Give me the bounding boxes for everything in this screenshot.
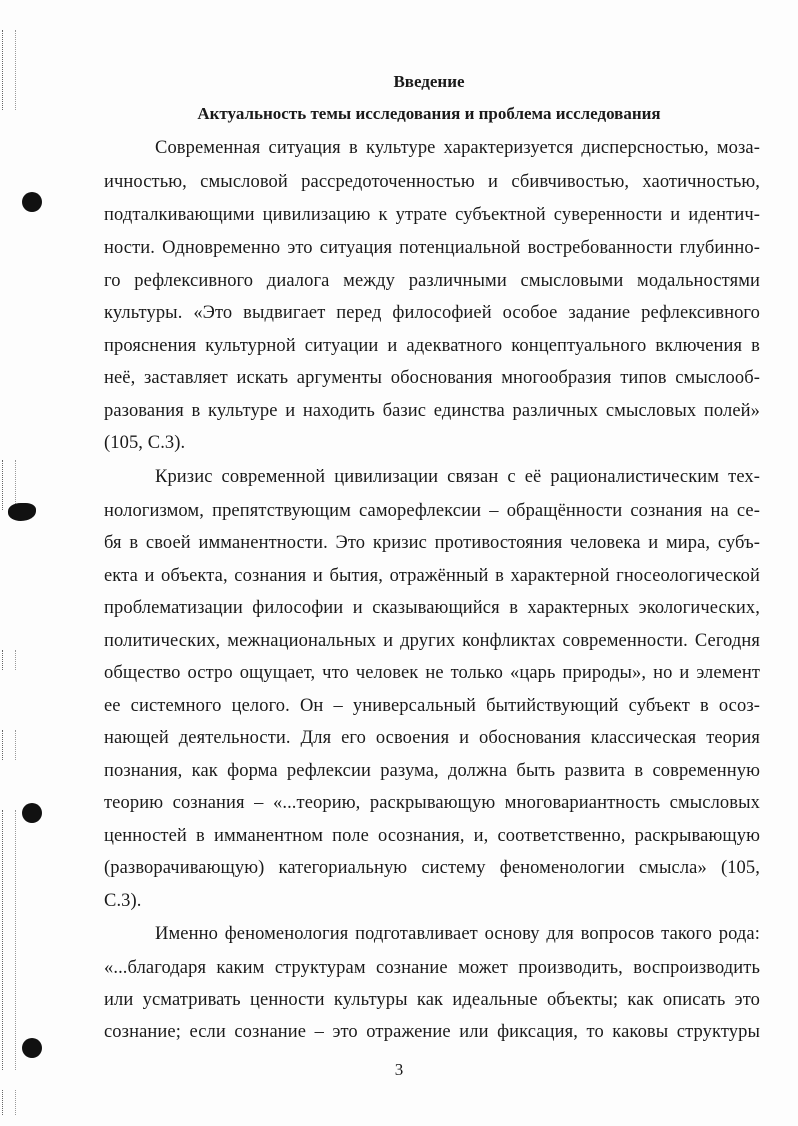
text-line: С.3).	[104, 891, 142, 911]
scan-edge-speckle	[2, 30, 16, 110]
text-line: подталкивающими цивилизацию к утрате субъектной суверенности и идентич-	[104, 205, 760, 225]
text-line: (105, С.3).	[104, 433, 186, 453]
text-line: (разворачивающую) категориальную систему феноменологии смысла» (105,	[104, 858, 760, 878]
page-number: 3	[394, 1060, 404, 1079]
text-line: Именно феноменология подготавливает основу для вопросов такого рода:	[155, 924, 760, 944]
punch-hole	[22, 192, 42, 212]
text-line: общество остро ощущает, что человек не только «царь природы», но и элемент	[104, 663, 760, 683]
text-line: нологизмом, препятствующим саморефлексии – обращённости сознания на се-	[104, 501, 760, 521]
text-line: го рефлексивного диалога между различными смысловыми модальностями	[104, 271, 760, 291]
scan-edge-speckle	[2, 730, 16, 760]
page-title: Введение	[393, 72, 465, 91]
scan-edge-speckle	[2, 810, 16, 1070]
punch-hole	[22, 1038, 42, 1058]
text-line: прояснения культурной ситуации и адекватного концептуального включения в	[104, 336, 760, 356]
text-line: сознание; если сознание – это отражение или фиксация, то каковы структуры	[104, 1022, 760, 1042]
text-line: нающей деятельности. Для его освоения и обоснования классическая теория	[104, 728, 760, 748]
text-line: неё, заставляет искать аргументы обоснования многообразия типов смыслооб-	[104, 368, 760, 388]
text-line: екта и объекта, сознания и бытия, отражённый в характерной гносеологической	[104, 566, 760, 586]
text-line: ичностью, смысловой рассредоточенностью и сбивчивостью, хаотичностью,	[104, 172, 760, 192]
text-line: проблематизации философии и сказывающийся в характерных экологических,	[104, 598, 760, 618]
section-subtitle: Актуальность темы исследования и проблема исследования	[197, 104, 661, 123]
text-line: или усматривать ценности культуры как идеальные объекты; как описать это	[104, 990, 760, 1010]
text-line: политических, межнациональных и других конфликтах современности. Сегодня	[104, 631, 760, 651]
text-line: Современная ситуация в культуре характеризуется дисперсностью, моза-	[155, 138, 760, 158]
scan-edge-speckle	[2, 460, 16, 510]
punch-hole	[22, 803, 42, 823]
text-line: Кризис современной цивилизации связан с её рационалистическим тех-	[155, 467, 760, 487]
text-line: культуры. «Это выдвигает перед философией особое задание рефлексивного	[104, 303, 760, 323]
text-line: «...благодаря каким структурам сознание может производить, воспроизводить	[104, 958, 760, 978]
scan-edge-speckle	[2, 650, 16, 670]
punch-hole	[8, 503, 36, 521]
text-line: бя в своей имманентности. Это кризис противостояния человека и мира, субъ-	[104, 533, 760, 553]
text-line: ее системного целого. Он – универсальный бытийствующий субъект в осоз-	[104, 696, 760, 716]
text-line: ности. Одновременно это ситуация потенциальной востребованности глубинно-	[104, 238, 760, 258]
text-line: ценностей в имманентном поле осознания, и, соответственно, раскрывающую	[104, 826, 760, 846]
text-line: разования в культуре и находить базис единства различных смысловых полей»	[104, 401, 760, 421]
text-line: теорию сознания – «...теорию, раскрывающую многовариантность смысловых	[104, 793, 760, 813]
scan-edge-speckle	[2, 1090, 16, 1115]
text-line: познания, как форма рефлексии разума, должна быть развита в современную	[104, 761, 760, 781]
